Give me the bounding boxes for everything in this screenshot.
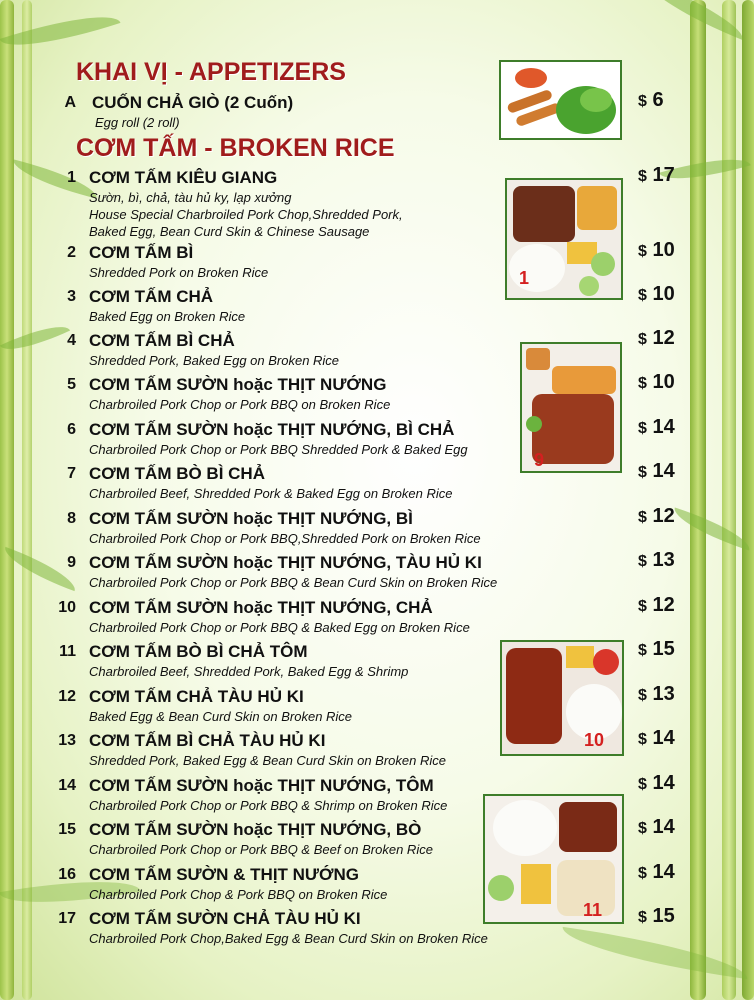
item-description: Sườn, bì, chả, tàu hủ ky, lạp xưởng: [89, 190, 292, 205]
item-description: Baked Egg, Bean Curd Skin & Chinese Sausage: [89, 224, 370, 239]
item-name: CƠM TẤM SƯỜN & THỊT NƯỚNG: [89, 865, 360, 884]
dish-photo-1-label: 1: [519, 268, 530, 288]
item-number: 6: [67, 421, 76, 438]
item-price: [638, 283, 675, 306]
price-value: 13: [652, 549, 675, 571]
item-number: 10: [58, 599, 76, 616]
currency-symbol: $: [638, 865, 647, 882]
appetizer-photo: [499, 60, 622, 140]
dish-photo-11-label: 11: [583, 900, 603, 920]
currency-symbol: $: [638, 731, 647, 748]
item-description: Charbroiled Pork Chop or Pork BBQ Shredded Pork & Baked Egg: [89, 442, 468, 457]
item-description: Charbroiled Pork Chop or Pork BBQ on Broken Rice: [89, 397, 391, 412]
currency-symbol: $: [638, 93, 647, 110]
item-price: [638, 327, 675, 350]
price-value: 12: [652, 327, 675, 349]
dish-photo-9: [520, 342, 622, 473]
item-price: [638, 816, 675, 839]
item-description: Charbroiled Beef, Shredded Pork & Baked Egg on Broken Rice: [89, 486, 453, 501]
item-description: Charbroiled Pork Chop or Pork BBQ & Bean Curd Skin on Broken Rice: [89, 575, 498, 590]
currency-symbol: $: [638, 553, 647, 570]
item-name: CƠM TẤM BÒ BÌ CHẢ TÔM: [89, 642, 308, 661]
price-value: 15: [652, 905, 675, 927]
item-description: Shredded Pork, Baked Egg & Bean Curd Skin on Broken Rice: [89, 753, 446, 768]
currency-symbol: $: [638, 375, 647, 392]
item-price: [638, 460, 675, 483]
item-description: Charbroiled Beef, Shredded Pork, Baked Egg & Shrimp: [89, 664, 409, 679]
currency-symbol: $: [638, 168, 647, 185]
price-value: 14: [652, 460, 675, 482]
item-number: 17: [58, 910, 76, 927]
item-name: CƠM TẤM BÌ: [89, 243, 194, 262]
price-value: 10: [652, 371, 675, 393]
price-value: 12: [652, 594, 675, 616]
item-name: CƠM TẤM SƯỜN hoặc THỊT NƯỚNG, TÀU HỦ KI: [89, 553, 482, 572]
currency-symbol: $: [638, 776, 647, 793]
item-name: CƠM TẤM CHẢ: [89, 287, 214, 306]
price-value: 15: [652, 638, 675, 660]
appetizers-section-title: KHAI VỊ - APPETIZERS: [76, 58, 346, 86]
item-name: CƠM TẤM KIÊU GIANG: [89, 168, 278, 187]
item-description: House Special Charbroiled Pork Chop,Shredded Pork,: [89, 207, 403, 222]
price-value: 14: [652, 772, 675, 794]
item-description: Shredded Pork, Baked Egg on Broken Rice: [89, 353, 340, 368]
dish-photo-9-label: 9: [534, 450, 545, 470]
item-price: [638, 164, 675, 187]
item-name: CƠM TẤM BÒ BÌ CHẢ: [89, 464, 265, 483]
price-value: 6: [652, 89, 664, 111]
item-description: Charbroiled Pork Chop & Pork BBQ on Broken Rice: [89, 887, 388, 902]
price-value: 14: [652, 416, 675, 438]
item-description: Charbroiled Pork Chop or Pork BBQ & Baked Egg on Broken Rice: [89, 620, 470, 635]
price-value: 14: [652, 861, 675, 883]
item-description: Egg roll (2 roll): [95, 115, 180, 130]
price-value: 10: [652, 283, 675, 305]
item-name: CƠM TẤM SƯỜN hoặc THỊT NƯỚNG, BÌ: [89, 509, 413, 528]
item-number: 2: [67, 244, 76, 261]
item-number: 7: [67, 465, 76, 482]
item-name: CƠM TẤM BÌ CHẢ TÀU HỦ KI: [89, 731, 326, 750]
item-price: [638, 772, 675, 795]
item-description: Charbroiled Pork Chop or Pork BBQ,Shredded Pork on Broken Rice: [89, 531, 481, 546]
item-price: [638, 416, 675, 439]
currency-symbol: $: [638, 687, 647, 704]
price-value: 10: [652, 239, 675, 261]
item-price: [638, 89, 664, 112]
item-description: Charbroiled Pork Chop or Pork BBQ & Beef on Broken Rice: [89, 842, 433, 857]
item-name: CƠM TẤM CHẢ TÀU HỦ KI: [89, 687, 304, 706]
item-name: CƠM TẤM SƯỜN hoặc THỊT NƯỚNG: [89, 375, 387, 394]
item-price: [638, 594, 675, 617]
currency-symbol: $: [638, 598, 647, 615]
item-number: 11: [59, 643, 76, 660]
item-description: Shredded Pork on Broken Rice: [89, 265, 269, 280]
item-name: CƠM TẤM SƯỜN hoặc THỊT NƯỚNG, BÒ: [89, 820, 422, 839]
item-number: 1: [67, 169, 76, 186]
item-number: 9: [67, 554, 76, 571]
item-number: 5: [67, 376, 76, 393]
item-name: CƠM TẤM SƯỜN hoặc THỊT NƯỚNG, BÌ CHẢ: [89, 420, 455, 439]
price-value: 12: [652, 505, 675, 527]
item-number: 15: [58, 821, 76, 838]
item-number: 12: [58, 688, 76, 705]
item-price: [638, 727, 675, 750]
item-number: 4: [67, 332, 76, 349]
dish-photo-11: [483, 794, 624, 924]
dish-photo-10-label: 10: [584, 730, 605, 750]
price-value: 13: [652, 683, 675, 705]
price-value: 17: [652, 164, 675, 186]
dish-photo-1: [505, 178, 623, 300]
item-number: 16: [58, 866, 76, 883]
currency-symbol: $: [638, 820, 647, 837]
currency-symbol: $: [638, 909, 647, 926]
item-price: [638, 549, 675, 572]
item-description: Baked Egg & Bean Curd Skin on Broken Rice: [89, 709, 353, 724]
currency-symbol: $: [638, 464, 647, 481]
currency-symbol: $: [638, 509, 647, 526]
item-number: A: [64, 94, 76, 111]
currency-symbol: $: [638, 331, 647, 348]
item-price: [638, 861, 675, 884]
dish-photo-10: [500, 640, 624, 756]
item-price: [638, 638, 675, 661]
item-name: CƠM TẤM SƯỜN hoặc THỊT NƯỚNG, TÔM: [89, 776, 434, 795]
item-number: 8: [67, 510, 76, 527]
item-number: 3: [67, 288, 76, 305]
item-name: CUỐN CHẢ GIÒ (2 Cuốn): [92, 93, 294, 112]
item-number: 14: [58, 777, 76, 794]
item-name: CƠM TẤM BÌ CHẢ: [89, 331, 235, 350]
item-description: Charbroiled Pork Chop,Baked Egg & Bean Curd Skin on Broken Rice: [89, 931, 488, 946]
currency-symbol: $: [638, 420, 647, 437]
currency-symbol: $: [638, 287, 647, 304]
currency-symbol: $: [638, 243, 647, 260]
item-name: CƠM TẤM SƯỜN CHẢ TÀU HỦ KI: [89, 909, 361, 928]
item-price: [638, 239, 675, 262]
price-value: 14: [652, 727, 675, 749]
item-description: Baked Egg on Broken Rice: [89, 309, 246, 324]
broken-rice-section-title: CƠM TẤM - BROKEN RICE: [76, 134, 395, 162]
item-number: 13: [58, 732, 76, 749]
item-name: CƠM TẤM SƯỜN hoặc THỊT NƯỚNG, CHẢ: [89, 598, 433, 617]
price-value: 14: [652, 816, 675, 838]
item-price: [638, 905, 675, 928]
item-price: [638, 505, 675, 528]
item-price: [638, 371, 675, 394]
item-price: [638, 683, 675, 706]
item-description: Charbroiled Pork Chop or Pork BBQ & Shrimp on Broken Rice: [89, 798, 448, 813]
currency-symbol: $: [638, 642, 647, 659]
